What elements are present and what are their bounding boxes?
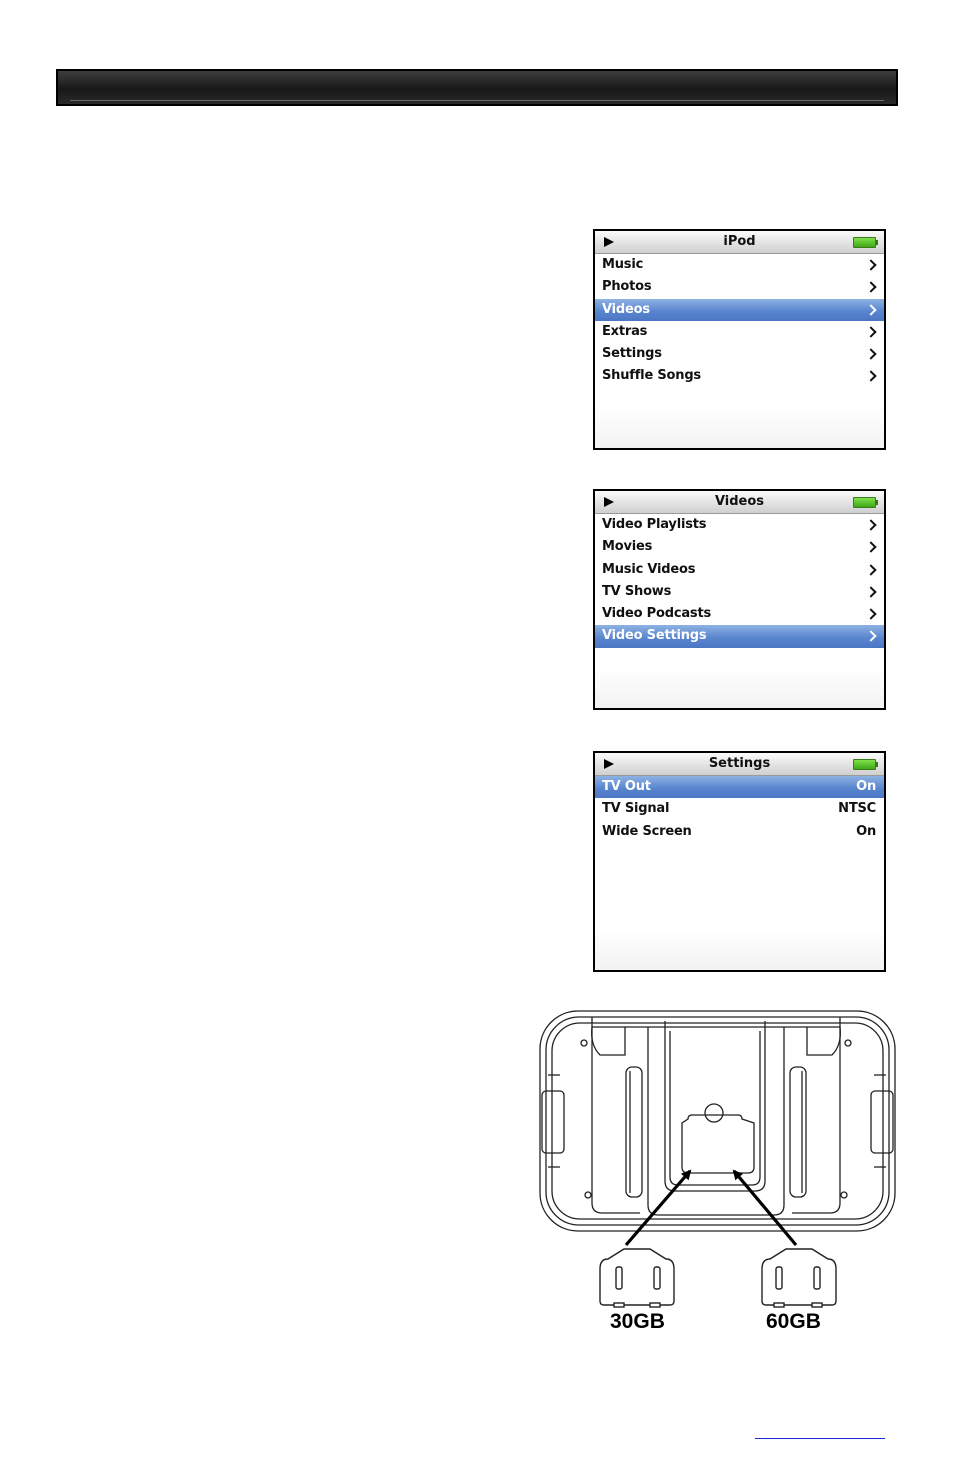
menu-list [595,514,884,648]
chevron-right-icon [865,564,876,575]
battery-icon [853,759,876,770]
footer-link[interactable] [755,1427,885,1439]
menu-item-video-settings[interactable] [595,625,884,647]
menu-item-settings[interactable] [595,343,884,365]
menu-item-label: Music [602,257,644,272]
setting-value: On [856,823,876,839]
header-rule [70,100,884,101]
menu-item-video-podcasts[interactable] [595,603,884,625]
chevron-right-icon [865,326,876,337]
setting-wide-screen[interactable] [595,821,884,843]
setting-tv-signal[interactable] [595,798,884,820]
chevron-right-icon [865,609,876,620]
menu-item-videos[interactable] [595,299,884,321]
chevron-right-icon [865,349,876,360]
dock-line-drawing [530,1005,902,1345]
menu-item-video-playlists[interactable] [595,514,884,536]
setting-label: Wide Screen [602,823,692,839]
menu-item-label: Video Podcasts [602,606,712,622]
menu-item-movies[interactable] [595,536,884,558]
menu-item-label: Videos [602,301,650,317]
menu-item-label: Video Settings [602,628,707,644]
settings-list [595,776,884,843]
chevron-right-icon [865,282,876,293]
screen-title: Videos [714,494,765,509]
adapter-label-30gb: 30GB [610,1310,665,1333]
chevron-right-icon [865,586,876,597]
screen-bottom-shade [595,930,884,970]
ipod-screen-main-menu [593,229,886,450]
chevron-right-icon [865,259,876,270]
menu-item-extras[interactable] [595,321,884,343]
screen-title: iPod [723,234,756,249]
chevron-right-icon [865,631,876,642]
ipod-screen-video-settings [593,751,886,972]
screen-bottom-shade [595,408,884,448]
screen-title: Settings [708,756,771,771]
chevron-right-icon [865,304,876,315]
menu-item-music-videos[interactable] [595,559,884,581]
screen-title-bar [595,231,884,254]
menu-item-label: Video Playlists [602,517,707,532]
battery-icon [853,237,876,248]
battery-icon [853,497,876,508]
screen-bottom-shade [595,668,884,708]
menu-item-shuffle-songs[interactable] [595,365,884,387]
chevron-right-icon [865,371,876,382]
menu-item-music[interactable] [595,254,884,276]
menu-item-tv-shows[interactable] [595,581,884,603]
chevron-right-icon [865,519,876,530]
setting-value: On [856,779,876,794]
setting-label: TV Signal [602,801,670,817]
menu-item-label: Movies [602,539,653,555]
setting-label: TV Out [602,779,651,794]
ipod-screen-videos-menu [593,489,886,710]
section-header-bar [56,69,898,106]
setting-value: NTSC [838,801,876,817]
chevron-right-icon [865,542,876,553]
menu-item-label: Extras [602,323,648,339]
setting-tv-out[interactable] [595,776,884,798]
screen-title-bar [595,753,884,776]
adapter-label-60gb: 60GB [766,1310,821,1333]
dock-adapter-illustration [530,1005,902,1345]
menu-item-label: Shuffle Songs [602,368,701,384]
menu-item-label: Settings [602,346,662,362]
menu-item-label: Photos [602,279,652,295]
menu-item-photos[interactable] [595,276,884,298]
menu-item-label: TV Shows [602,583,672,599]
menu-list [595,254,884,388]
menu-item-label: Music Videos [602,561,696,577]
screen-title-bar [595,491,884,514]
